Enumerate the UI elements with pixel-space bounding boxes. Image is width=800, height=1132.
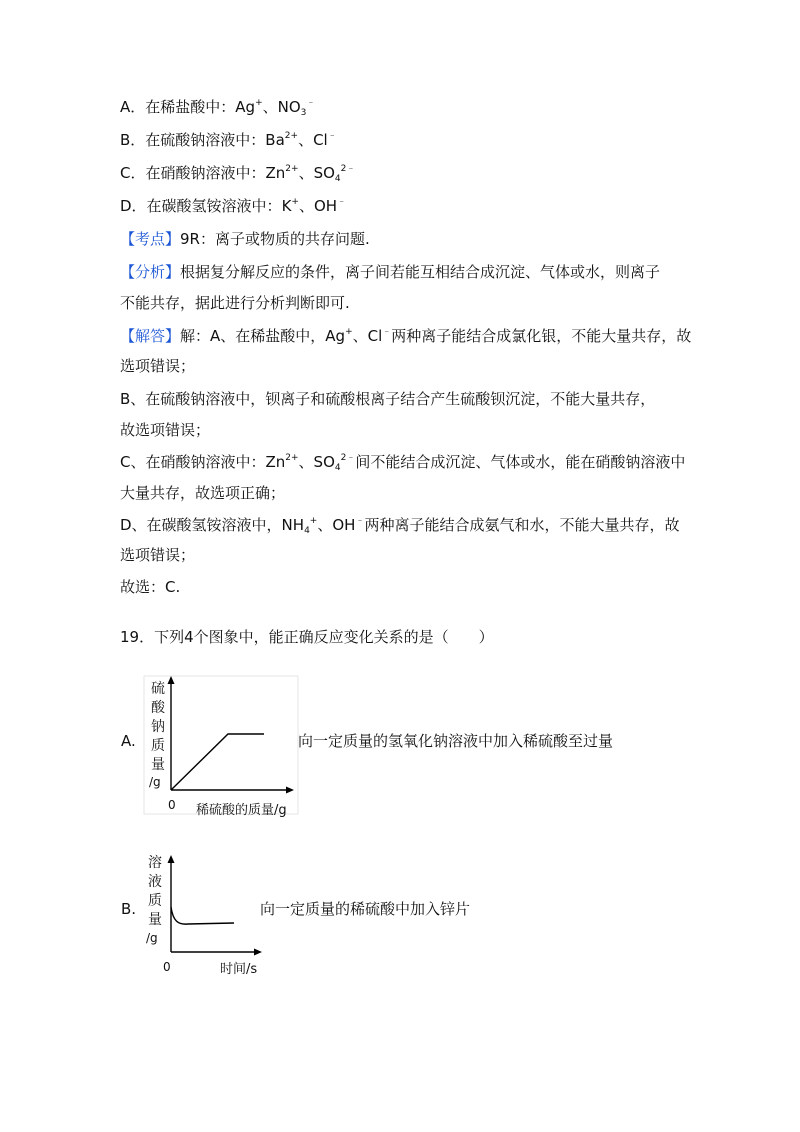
jieda-line-a1: 【解答】解：A、在稀盐酸中，Ag+、Cl﹣两种离子能结合成氯化银，不能大量共存，故 [120,327,692,345]
graph-a-origin: 0 [168,798,176,812]
jieda-line-d2: 选项错误； [120,546,196,564]
option-d: D．在碳酸氢铵溶液中：K+、OH﹣ [120,197,347,215]
option-a: A．在稀盐酸中：Ag+、$NO_3^﹣$ [120,98,316,118]
graph-b-xlabel: 时间/s [220,962,258,977]
jieda-tag: 【解答】 [120,327,181,345]
graph-a-ylabel-5: /g [149,775,161,789]
fenxi-line: 【分析】根据复分解反应的条件，离子间若能互相结合成沉淀、气体或水，则离子 [120,263,661,281]
graph-a-ylabel-2: 钠 [151,719,165,735]
graph-a [140,672,302,820]
jieda-line-a2: 选项错误； [120,357,196,375]
graph-b-label: B. [121,900,137,918]
fenxi-line-2: 不能共存，据此进行分析判断即可. [120,294,350,312]
option-c: C．在硝酸钠溶液中：$Zn^{2+}$、$SO_4^{2﹣}$ [120,164,356,184]
fenxi-tag: 【分析】 [120,263,181,281]
graph-b-ylabel-0: 溶 [148,855,162,871]
graph-b-y-arrow [168,855,175,863]
answer-line: 故选：C. [120,578,181,596]
graph-a-ylabel-0: 硫 [151,681,165,697]
graph-a-caption: 向一定质量的氢氧化钠溶液中加入稀硫酸至过量 [298,732,614,750]
graph-a-ylabel-4: 量 [151,757,165,773]
jieda-line-b2: 故选项错误； [120,421,211,439]
graph-a-frame [144,676,298,814]
kaodian-line: 【考点】9R：离子或物质的共存问题. [120,230,370,248]
graph-b-ylabel-1: 液 [148,874,162,890]
jieda-line-d1: D、在碳酸氢铵溶液中，$NH_4^+$、OH﹣两种离子能结合成氨气和水，不能大量共存，故 [120,516,680,536]
jieda-line-c1: C、在硝酸钠溶液中：$Zn^{2+}$、$SO_4^{2﹣}$间不能结合成沉淀、气体或水，能在硝酸钠溶液中 [120,453,686,473]
question-19: 19．下列4个图象中，能正确反应变化关系的是（ ） [120,628,494,646]
graph-b-origin: 0 [163,960,171,974]
graph-a-ylabel-3: 质 [151,738,165,754]
graph-a-ylabel-1: 酸 [151,700,165,716]
graph-a-label: A. [121,732,136,750]
graph-b [140,849,280,979]
option-b: B．在硫酸钠溶液中：$Ba^{2+}$、Cl﹣ [120,131,337,149]
graph-b-ylabel-3: 量 [148,912,162,928]
graph-b-caption: 向一定质量的稀硫酸中加入锌片 [260,900,471,918]
graph-a-curve [171,734,264,790]
graph-b-curve [171,907,234,924]
kaodian-tag: 【考点】 [120,230,181,248]
jieda-line-b1: B、在硫酸钠溶液中，钡离子和硫酸根离子结合产生硫酸钡沉淀，不能大量共存， [120,390,656,408]
graph-b-ylabel-4: /g [146,931,158,945]
graph-a-xlabel: 稀硫酸的质量/g [196,803,287,818]
graph-a-y-arrow [168,676,175,684]
graph-a-x-arrow [286,787,294,794]
jieda-line-c2: 大量共存，故选项正确； [120,484,286,502]
graph-b-ylabel-2: 质 [148,893,162,909]
graph-b-x-arrow [254,949,262,956]
